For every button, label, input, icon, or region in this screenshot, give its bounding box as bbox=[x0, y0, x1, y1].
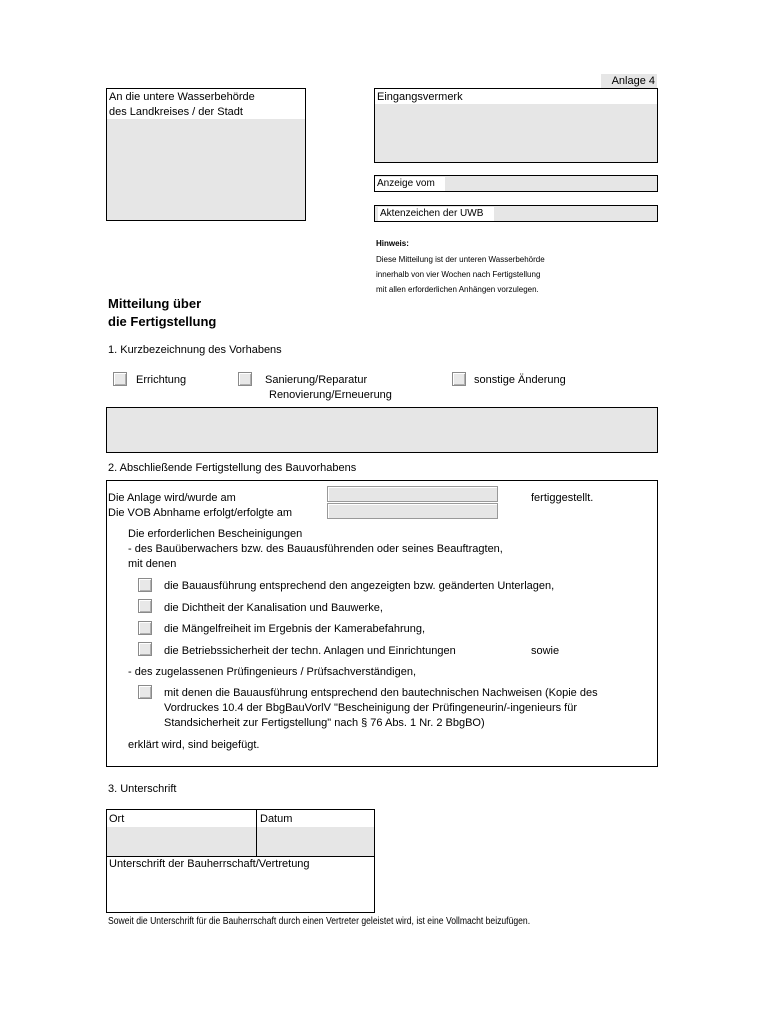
vollmacht-footnote: Soweit die Unterschrift für die Bauherrschaft durch einen Vertreter geleistet wird, ist eine Vollmacht beizufügen. bbox=[108, 916, 531, 927]
anlage-date-input[interactable] bbox=[327, 486, 498, 502]
signature-box bbox=[106, 809, 375, 913]
betriebssicherheit-checkbox[interactable] bbox=[138, 642, 152, 656]
sonstige-aenderung-label: sonstige Änderung bbox=[474, 374, 566, 386]
address-field[interactable] bbox=[107, 119, 305, 220]
intake-label: Eingangsvermerk bbox=[377, 91, 463, 103]
anlage-label: Anlage 4 bbox=[601, 74, 657, 88]
pruefingenieur-intro: - des zugelassenen Prüfingenieurs / Prüfsachverständigen, bbox=[128, 666, 417, 678]
ort-datum-divider bbox=[256, 810, 257, 856]
bescheinigungen-intro-2: - des Bauüberwachers bzw. des Bauausführenden oder seines Beauftragten, bbox=[128, 543, 503, 555]
datum-label: Datum bbox=[260, 813, 293, 825]
unterschrift-label: Unterschrift der Bauherrschaft/Vertretung bbox=[109, 858, 310, 870]
anzeige-vom-field[interactable] bbox=[374, 175, 658, 192]
vob-date-label: Die VOB Abnhame erfolgt/erfolgte am bbox=[108, 507, 293, 519]
bescheinigungen-intro-3: mit denen bbox=[128, 558, 177, 570]
intake-stamp-box[interactable] bbox=[374, 88, 658, 163]
fertiggestellt-label: fertiggestellt. bbox=[531, 492, 594, 504]
datum-field[interactable] bbox=[257, 827, 374, 856]
aktenzeichen-label: Aktenzeichen der UWB bbox=[378, 207, 494, 221]
section-1-heading: 1. Kurzbezeichnung des Vorhabens bbox=[108, 344, 282, 356]
vorhaben-description-field[interactable] bbox=[106, 407, 658, 453]
maengelfreiheit-checkbox[interactable] bbox=[138, 621, 152, 635]
section-3-heading: 3. Unterschrift bbox=[108, 783, 177, 795]
page-title-line-2: die Fertigstellung bbox=[108, 314, 217, 329]
hinweis-line-2: innerhalb von vier Wochen nach Fertigstellung bbox=[376, 270, 541, 279]
vob-date-input[interactable] bbox=[327, 503, 498, 519]
standsicherheit-label-line-3: Standsicherheit zur Fertigstellung" nach § 76 Abs. 1 Nr. 2 BbgBO) bbox=[164, 717, 485, 729]
address-line-1: An die untere Wasserbehörde bbox=[109, 91, 255, 103]
sanierung-checkbox[interactable] bbox=[238, 372, 252, 386]
hinweis-line-1: Diese Mitteilung ist der unteren Wasserbehörde bbox=[376, 255, 545, 264]
ort-field[interactable] bbox=[107, 827, 256, 856]
sanierung-label-line-1: Sanierung/Reparatur bbox=[265, 374, 368, 386]
betriebssicherheit-label: die Betriebssicherheit der techn. Anlagen und Einrichtungen bbox=[164, 645, 456, 657]
bauausfuehrung-label: die Bauausführung entsprechend den angezeigten bzw. geänderten Unterlagen, bbox=[164, 580, 555, 592]
standsicherheit-checkbox[interactable] bbox=[138, 685, 152, 699]
hinweis-line-3: mit allen erforderlichen Anhängen vorzulegen. bbox=[376, 285, 539, 294]
errichtung-label: Errichtung bbox=[136, 374, 187, 386]
aktenzeichen-field[interactable] bbox=[374, 205, 658, 222]
bescheinigungen-intro-1: Die erforderlichen Bescheinigungen bbox=[128, 528, 303, 540]
standsicherheit-label-line-1: mit denen die Bauausführung entsprechend den bautechnischen Nachweisen (Kopie des bbox=[164, 687, 598, 699]
errichtung-checkbox[interactable] bbox=[113, 372, 127, 386]
standsicherheit-label-line-2: Vordruckes 10.4 der BbgBauVorlV "Bescheinigung der Prüfingeneurin/-ingenieurs für bbox=[164, 702, 577, 714]
address-line-2: des Landkreises / der Stadt bbox=[109, 106, 243, 118]
maengelfreiheit-label: die Mängelfreiheit im Ergebnis der Kamerabefahrung, bbox=[164, 623, 426, 635]
bauausfuehrung-checkbox[interactable] bbox=[138, 578, 152, 592]
address-box bbox=[106, 88, 306, 221]
sanierung-label-line-2: Renovierung/Erneuerung bbox=[269, 389, 392, 401]
hinweis-title: Hinweis: bbox=[376, 239, 409, 248]
signature-area[interactable] bbox=[107, 872, 374, 912]
section-2-heading: 2. Abschließende Fertigstellung des Bauvorhabens bbox=[108, 462, 357, 474]
anlage-date-label: Die Anlage wird/wurde am bbox=[108, 492, 236, 504]
dichtheit-label: die Dichtheit der Kanalisation und Bauwerke, bbox=[164, 602, 383, 614]
sowie-label: sowie bbox=[531, 645, 560, 657]
ort-label: Ort bbox=[109, 813, 125, 825]
anzeige-vom-label: Anzeige vom bbox=[375, 177, 445, 191]
closing-text: erklärt wird, sind beigefügt. bbox=[128, 739, 260, 751]
page-title-line-1: Mitteilung über bbox=[108, 296, 202, 311]
dichtheit-checkbox[interactable] bbox=[138, 599, 152, 613]
sonstige-aenderung-checkbox[interactable] bbox=[452, 372, 466, 386]
